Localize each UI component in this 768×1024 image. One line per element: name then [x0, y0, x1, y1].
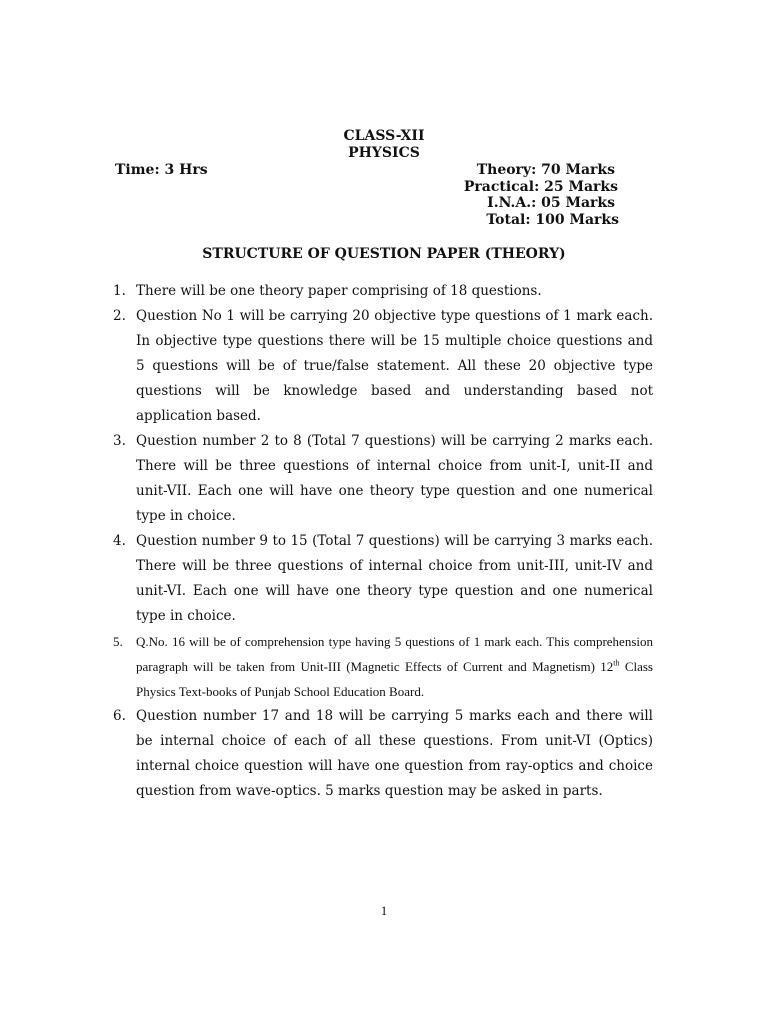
item-text-part: Q.No. 16 will be of comprehension type having 5 questions of 1 mark each. This comprehension paragraph will be taken from Unit-III (Magnetic Effects of Current and Magnetism) 12: [136, 634, 653, 674]
question-structure-list: [113, 279, 653, 804]
item-number: 6.: [113, 708, 126, 724]
item-number: 4.: [113, 533, 126, 549]
subject-title: PHYSICS: [348, 145, 420, 161]
superscript-th: th: [613, 658, 620, 668]
item-text: Question No 1 will be carrying 20 objective type questions of 1 mark each. In objective type questions there will be 15 multiple choice questions and 5 questions will be of true/false statement. All these 20 objective type questions will be knowledge based and understanding based not application based.: [136, 308, 653, 424]
item-number: 2.: [113, 308, 126, 324]
item-text-part: Class Physics Text-books of Punjab School Education Board.: [136, 659, 653, 699]
total-marks: Total: 100 Marks: [486, 212, 619, 228]
item-text: There will be one theory paper comprising of 18 questions.: [136, 283, 542, 299]
list-item: [113, 429, 653, 529]
structure-heading: STRUCTURE OF QUESTION PAPER (THEORY): [202, 246, 566, 262]
list-item: [113, 704, 653, 804]
item-number: 1.: [113, 283, 126, 299]
list-item: [113, 629, 653, 704]
class-title: CLASS-XII: [343, 128, 425, 144]
item-text: Question number 9 to 15 (Total 7 questions) will be carrying 3 marks each. There will be three questions of internal choice from unit-III, unit-IV and unit-VI. Each one will have one theory type question and one numerical type in choice.: [136, 533, 653, 624]
page-number: 1: [380, 903, 388, 918]
list-item: [113, 304, 653, 429]
practical-marks: Practical: 25 Marks: [463, 179, 618, 195]
list-item: [113, 529, 653, 629]
list-item: [113, 279, 653, 304]
time-label: Time: 3 Hrs: [115, 162, 208, 178]
item-number: 5.: [113, 634, 123, 649]
item-text: Question number 17 and 18 will be carrying 5 marks each and there will be internal choice of each of all these questions. From unit-VI (Optics) internal choice question will have one question from ray-optics and choice question from wave-optics. 5 marks question may be asked in parts.: [136, 708, 653, 799]
item-text: Question number 2 to 8 (Total 7 questions) will be carrying 2 marks each. There will be three questions of internal choice from unit-I, unit-II and unit-VII. Each one will have one theory type question and one numerical type in choice.: [136, 433, 653, 524]
theory-marks: Theory: 70 Marks: [476, 162, 615, 178]
item-number: 3.: [113, 433, 126, 449]
ina-marks: I.N.A.: 05 Marks: [487, 195, 615, 211]
